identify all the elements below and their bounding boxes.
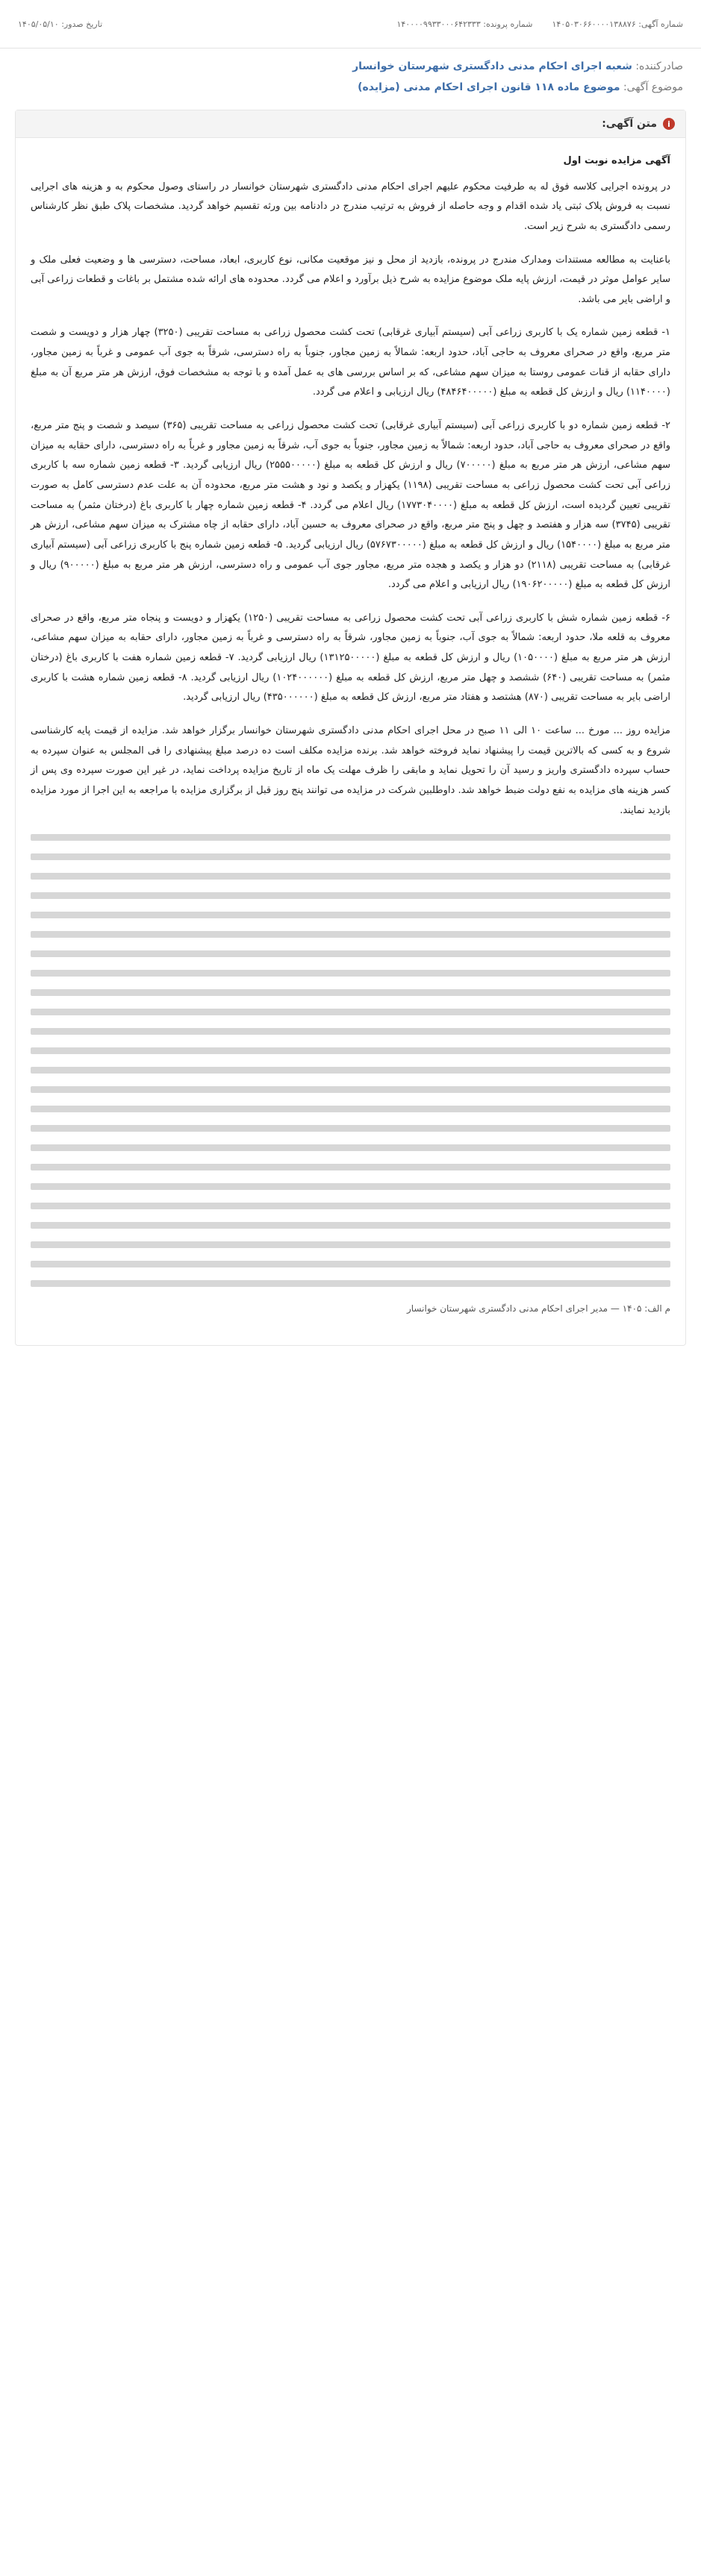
text-line <box>31 1280 670 1287</box>
text-line <box>31 892 670 899</box>
issue-date-value: ۱۴۰۵/۰۵/۱۰ <box>18 19 59 29</box>
notice-intro: در پرونده اجرایی کلاسه فوق له به طرفیت محکوم علیهم اجرای احکام مدنی دادگستری شهرستان خوانسار در راستای وصول محکوم به و هزینه های اجرایی نسبت به فروش پلاک ثبتی یاد شده اقدام و وجه حاصله از فروش به ترتیب مندرج در دادنامه بین ورثه تقسیم خواهد گردید. مشخصات پلاک طبق نظر کارشناس رسمی دادگستری به شرح زیر است. <box>31 181 670 232</box>
notice-para-5: ۶- قطعه زمین شماره شش با کاربری زراعی آبی تحت کشت محصول زراعی به مساحت تقریبی (۱۲۵۰) یکهزار و دویست و پنجاه متر مربع، واقع در صحرای معروف به قلعه ملا، حدود اربعه: شمالاً به جوی آب، جنوباً به زمین مجاور، شرقاً به راه دسترسی و غرباً به زمین مجاور، دارای حقابه به میزان سهم مشاعی، ارزش هر متر مربع به مبلغ (۱۰۵۰۰۰۰) ریال و ارزش کل قطعه به مبلغ (۱۳۱۲۵۰۰۰۰۰) ریال ارزیابی گردید. ۷- قطعه زمین شماره هفت با کاربری باغ (درختان مثمر) به مساحت تقریبی (۶۴۰) ششصد و چهل متر مربع، ارزش کل قطعه به مبلغ (۱۰۲۴۰۰۰۰۰۰) ریال ارزیابی گردید. ۸- قطعه زمین شماره هشت با کاربری اراضی بایر به مساحت تقریبی (۸۷۰) هشتصد و هفتاد متر مربع، ارزش کل قطعه به مبلغ (۴۳۵۰۰۰۰۰۰) ریال ارزیابی گردید. <box>31 612 671 703</box>
text-line <box>31 1106 670 1112</box>
text-line <box>31 1067 670 1074</box>
issuer-label: صادرکننده: <box>635 60 683 72</box>
meta-group-left <box>18 19 102 29</box>
issuer-row <box>18 60 683 72</box>
subject-row <box>18 81 683 93</box>
text-line <box>31 1086 670 1093</box>
text-line <box>31 873 670 880</box>
text-line <box>31 1222 670 1229</box>
notice-title: آگهی مزایده نوبت اول <box>563 155 670 166</box>
text-line <box>31 989 670 996</box>
case-number <box>396 19 532 29</box>
text-line <box>31 834 670 841</box>
notice-para-6: مزایده روز ... مورخ ... ساعت ۱۰ الی ۱۱ صبح در محل اجرای احکام مدنی دادگستری شهرستان خوانسار برگزار خواهد شد. مزایده از قیمت پایه کارشناسی شروع و به کسی که بالاترین قیمت را پیشنهاد نماید فروخته خواهد شد. برنده مزایده مکلف است ده درصد مبلغ پیشنهادی را فی المجلس به عنوان سپرده به حساب سپرده دادگستری واریز و رسید آن را تحویل نماید و مابقی را ظرف مهلت یک ماه از تاریخ مزایده پرداخت نماید، در غیر این صورت سپرده وی پس از کسر هزینه های مزایده به نفع دولت ضبط خواهد شد. داوطلبین شرکت در مزایده می توانند پنج روز قبل از برگزاری مزایده با مراجعه به این اجرا از مورد مزایده بازدید نمایند. <box>31 725 670 816</box>
text-line <box>31 970 670 977</box>
notice-continued-text <box>31 834 670 1287</box>
text-line <box>31 1164 670 1171</box>
text-line <box>31 853 670 860</box>
text-line <box>31 931 670 938</box>
notice-para-2: باعنایت به مطالعه مستندات ومدارک مندرج در پرونده، بازدید از محل و نیز موقعیت مکانی، نوع کاربری، ابعاد، مساحت، دسترسی ها و وضعیت فعلی ملک و سایر عوامل موثر در قیمت، ارزش پایه ملک موضوع مزایده به شرح ذیل برآورد و اعلام می گردد. محدوده های ارائه شده مشتمل بر باغات و قطعات زراعی آبی و اراضی بایر می باشد. <box>31 254 670 305</box>
text-line <box>31 1047 670 1054</box>
subject-label: موضوع آگهی: <box>623 81 683 93</box>
issue-date <box>18 19 102 29</box>
org-info <box>0 48 701 93</box>
notice-number-label: شماره آگهی: <box>638 19 683 29</box>
notice-card-body <box>16 138 685 1345</box>
text-line <box>31 1009 670 1015</box>
notice-meta-bar <box>0 0 701 48</box>
meta-group-right <box>396 19 683 29</box>
text-line <box>31 1144 670 1151</box>
text-line <box>31 1203 670 1209</box>
notice-para-3: ۱- قطعه زمین شماره یک با کاربری زراعی آبی (سیستم آبیاری غرقابی) تحت کشت محصول زراعی به مساحت تقریبی (۳۲۵۰) چهار هزار و دویست و شصت متر مربع، واقع در صحرای معروف به حاجی آباد، حدود اربعه: شمالاً به زمین مجاور، جنوباً به راه دسترسی، شرقاً به جوی آب عمومی و غرباً به زمین مجاور، دارای حقابه از قنات عمومی روستا به میزان سهم مشاعی، که بر اساس بررسی های به عمل آمده و با توجه به مشخصات فوق، ارزش هر متر مربع آن به مبلغ (۱۱۴۰۰۰۰) ریال و ارزش کل قطعه به مبلغ (۴۸۴۶۴۰۰۰۰۰) ریال ارزیابی و اعلام می گردد. <box>31 327 671 398</box>
text-line <box>31 1261 670 1267</box>
case-number-label: شماره پرونده: <box>483 19 533 29</box>
text-line <box>31 950 670 957</box>
text-line <box>31 1028 670 1035</box>
info-icon: i <box>663 118 675 130</box>
text-line <box>31 1183 670 1190</box>
notice-number-value: ۱۴۰۵۰۳۰۶۶۰۰۰۰۱۳۸۸۷۶ <box>552 19 636 29</box>
issue-date-label: تاریخ صدور: <box>61 19 103 29</box>
issuer-value: شعبه اجرای احکام مدنی دادگستری شهرستان خوانسار <box>352 60 632 72</box>
notice-card-header-label: متن آگهی: <box>602 118 657 130</box>
notice-para-4: ۲- قطعه زمین شماره دو با کاربری زراعی آبی (سیستم آبیاری غرقابی) تحت کشت محصول زراعی به مساحت تقریبی (۳۶۵) سیصد و شصت و پنج متر مربع، واقع در صحرای معروف به حاجی آباد، حدود اربعه: شمالاً به زمین مجاور، جنوباً به جوی آب، شرقاً به زمین مجاور و غرباً به راه دسترسی، دارای حقابه به میزان سهم مشاعی، ارزش هر متر مربع به مبلغ (۷۰۰۰۰۰) ریال و ارزش کل قطعه به مبلغ (۲۵۵۵۰۰۰۰۰) ریال ارزیابی گردید. ۳- قطعه زمین شماره سه با کاربری زراعی آبی تحت کشت محصول زراعی به مساحت تقریبی (۱۱۹۸) یکهزار و یکصد و نود و هشت متر مربع، محدوده آن به علت عدم دسترسی کامل به صورت تقریبی تعیین گردیده است، ارزش کل قطعه به مبلغ (۱۷۷۳۰۴۰۰۰۰) ریال اعلام می گردد. ۴- قطعه زمین شماره چهار با کاربری باغ (درختان مثمر) به مساحت تقریبی (۳۷۴۵) سه هزار و هفتصد و چهل و پنج متر مربع، واقع در صحرای معروف به حسین آباد، دارای حقابه از چاه مشترک به میزان سهم مشاعی، ارزش هر متر مربع به مبلغ (۱۵۴۰۰۰۰) ریال و ارزش کل قطعه به مبلغ (۵۷۶۷۳۰۰۰۰۰) ریال ارزیابی گردید. ۵- قطعه زمین شماره پنج با کاربری زراعی آبی (سیستم آبیاری غرقابی) به مساحت تقریبی (۲۱۱۸) دو هزار و یکصد و هجده متر مربع، مجاور جوی آب عمومی و راه دسترسی، ارزش هر متر مربع به مبلغ (۹۰۰۰۰۰) ریال و ارزش کل قطعه به مبلغ (۱۹۰۶۲۰۰۰۰۰) ریال ارزیابی و اعلام می گردد. <box>31 420 671 591</box>
notice-number <box>552 19 683 29</box>
text-line <box>31 912 670 918</box>
text-line <box>31 1241 670 1248</box>
subject-value: موضوع ماده ۱۱۸ قانون اجرای احکام مدنی (مزایده) <box>358 81 620 93</box>
notice-card <box>15 110 686 1346</box>
notice-card-header <box>16 110 685 138</box>
notice-footnote: م الف: ۱۴۰۵ — مدیر اجرای احکام مدنی دادگستری شهرستان خوانسار <box>406 1303 670 1314</box>
text-line <box>31 1125 670 1132</box>
case-number-value: ۱۴۰۰۰۰۹۹۳۳۰۰۰۶۴۲۳۳۳ <box>396 19 481 29</box>
